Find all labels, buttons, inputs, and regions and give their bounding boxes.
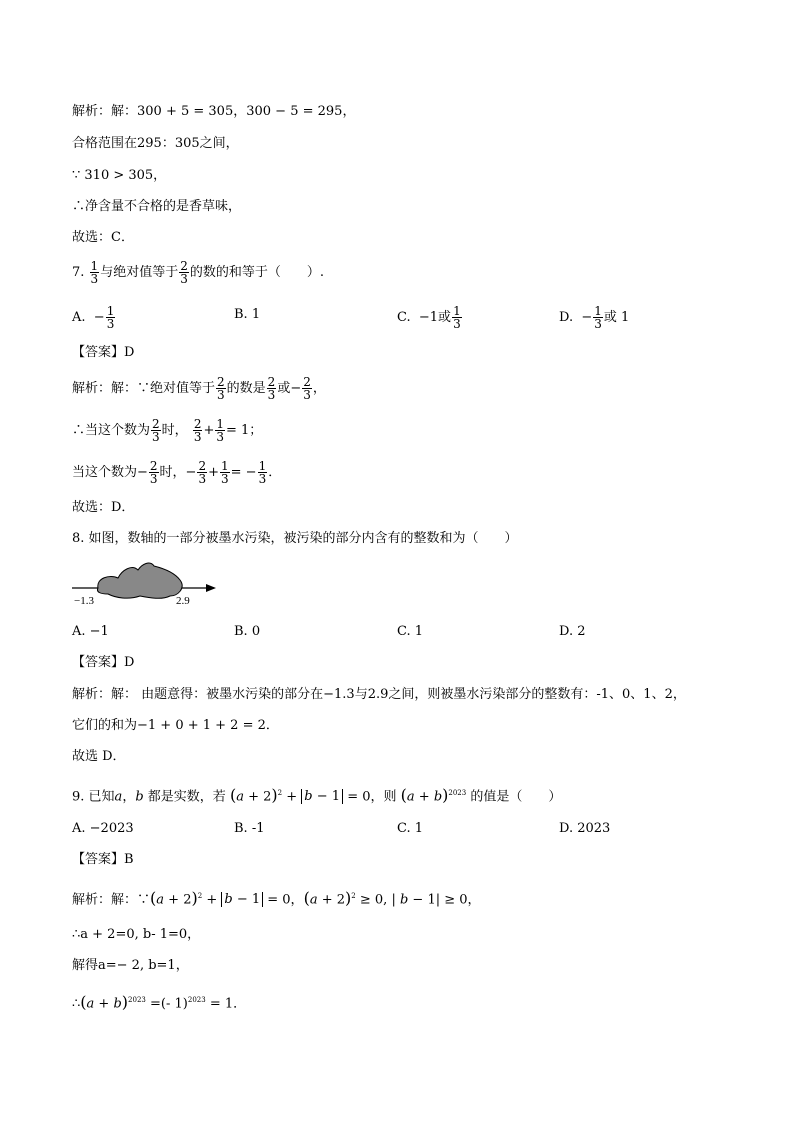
q7-option-b: B. 1 (234, 307, 261, 322)
number-line-figure (70, 560, 230, 610)
sol6-line3: ∵ 310 > 305， (72, 168, 167, 183)
q7-sol-line3: 当这个数为− $\frac{2}{3}$ 时，− $\frac{2}{3}$ + $\frac{1}{3}$ = − $\frac{1}{3}$ ． (72, 459, 282, 486)
fraction: $\frac{1}{3}$ (90, 259, 99, 286)
q8-option-c: C. 1 (397, 624, 424, 639)
q9-option-c: C. 1 (397, 821, 424, 836)
figure-label-left: −1.3 (74, 595, 94, 607)
q9-stem: 9. 已知a，b 都是实数，若 $(a + 2)^2 + b - 1 = 0$，则 $(a + b)^{2023}$ 的值是（ ） (72, 785, 562, 805)
q8-option-b: B. 0 (234, 624, 261, 639)
q9-sol-line1: 解析：解：∵(a + 2)$^2$ + b − 1 = 0，$(a + 2)^2 \ge 0$, | b − 1| ≥ 0， (72, 888, 481, 908)
q7-option-d: D. − $\frac{1}{3}$ 或 1 (559, 304, 630, 331)
q7-option-c: C. −1或 $\frac{1}{3}$ (397, 304, 461, 331)
sol6-line4: ∴净含量不合格的是香草味， (72, 199, 242, 214)
q8-stem: 8. 如图，数轴的一部分被墨水污染，被污染的部分内含有的整数和为（ ） (72, 531, 518, 546)
q9-option-a: A. −2023 (72, 821, 134, 836)
q8-sol-line1: 解析：解： 由题意得：被墨水污染的部分在−1.3与2.9之间，则被墨水污染部分的整数有：-1、0、1、2， (72, 687, 686, 702)
q9-sol-line3: 解得a=− 2, b=1， (72, 958, 189, 973)
q9-option-d: D. 2023 (559, 821, 611, 836)
fraction: $\frac{2}{3}$ (180, 259, 188, 286)
sol6-line2: 合格范围在295：305之间， (72, 136, 239, 151)
q9-sol-line2: ∴a + 2=0, b- 1=0， (72, 927, 201, 942)
q9-answer: 【答案】B (72, 852, 134, 867)
ink-stain-shape (97, 563, 182, 598)
q8-option-d: D. 2 (559, 624, 586, 639)
q7-stem: 7. $\frac{1}{3}$ 与绝对值等于 $\frac{2}{3}$ 的数的和等于（ ）. (72, 259, 324, 286)
arrow-head-icon (206, 584, 216, 592)
q7-sol-line2: ∴当这个数为 $\frac{2}{3}$ 时， $\frac{2}{3}$ + $\frac{1}{3}$ = 1； (72, 417, 263, 444)
q7-sol-line1: 解析：解：∵绝对值等于 $\frac{2}{3}$ 的数是 $\frac{2}{3}$ 或− $\frac{2}{3}$ ， (72, 375, 326, 402)
q9-sol-line4: ∴(a + b)$^{2023}$ =(- 1)$^{2023}$ = 1． (72, 992, 247, 1012)
sol6-line1: 解析：解：300 + 5 = 305，300 − 5 = 295， (72, 104, 356, 119)
q8-sol-line2: 它们的和为−1 + 0 + 1 + 2 = 2． (72, 718, 279, 733)
sol6-line5: 故选：C． (72, 230, 134, 245)
figure-label-right: 2.9 (176, 595, 190, 607)
q7-option-a: A. − $\frac{1}{3}$ (72, 304, 115, 331)
q8-end: 故选 D． (72, 749, 126, 764)
q8-option-a: A. −1 (72, 624, 109, 639)
q8-answer: 【答案】D (72, 655, 135, 670)
q7-answer: 【答案】D (72, 345, 135, 360)
q7-end: 故选：D． (72, 500, 135, 515)
q9-option-b: B. -1 (234, 821, 265, 836)
